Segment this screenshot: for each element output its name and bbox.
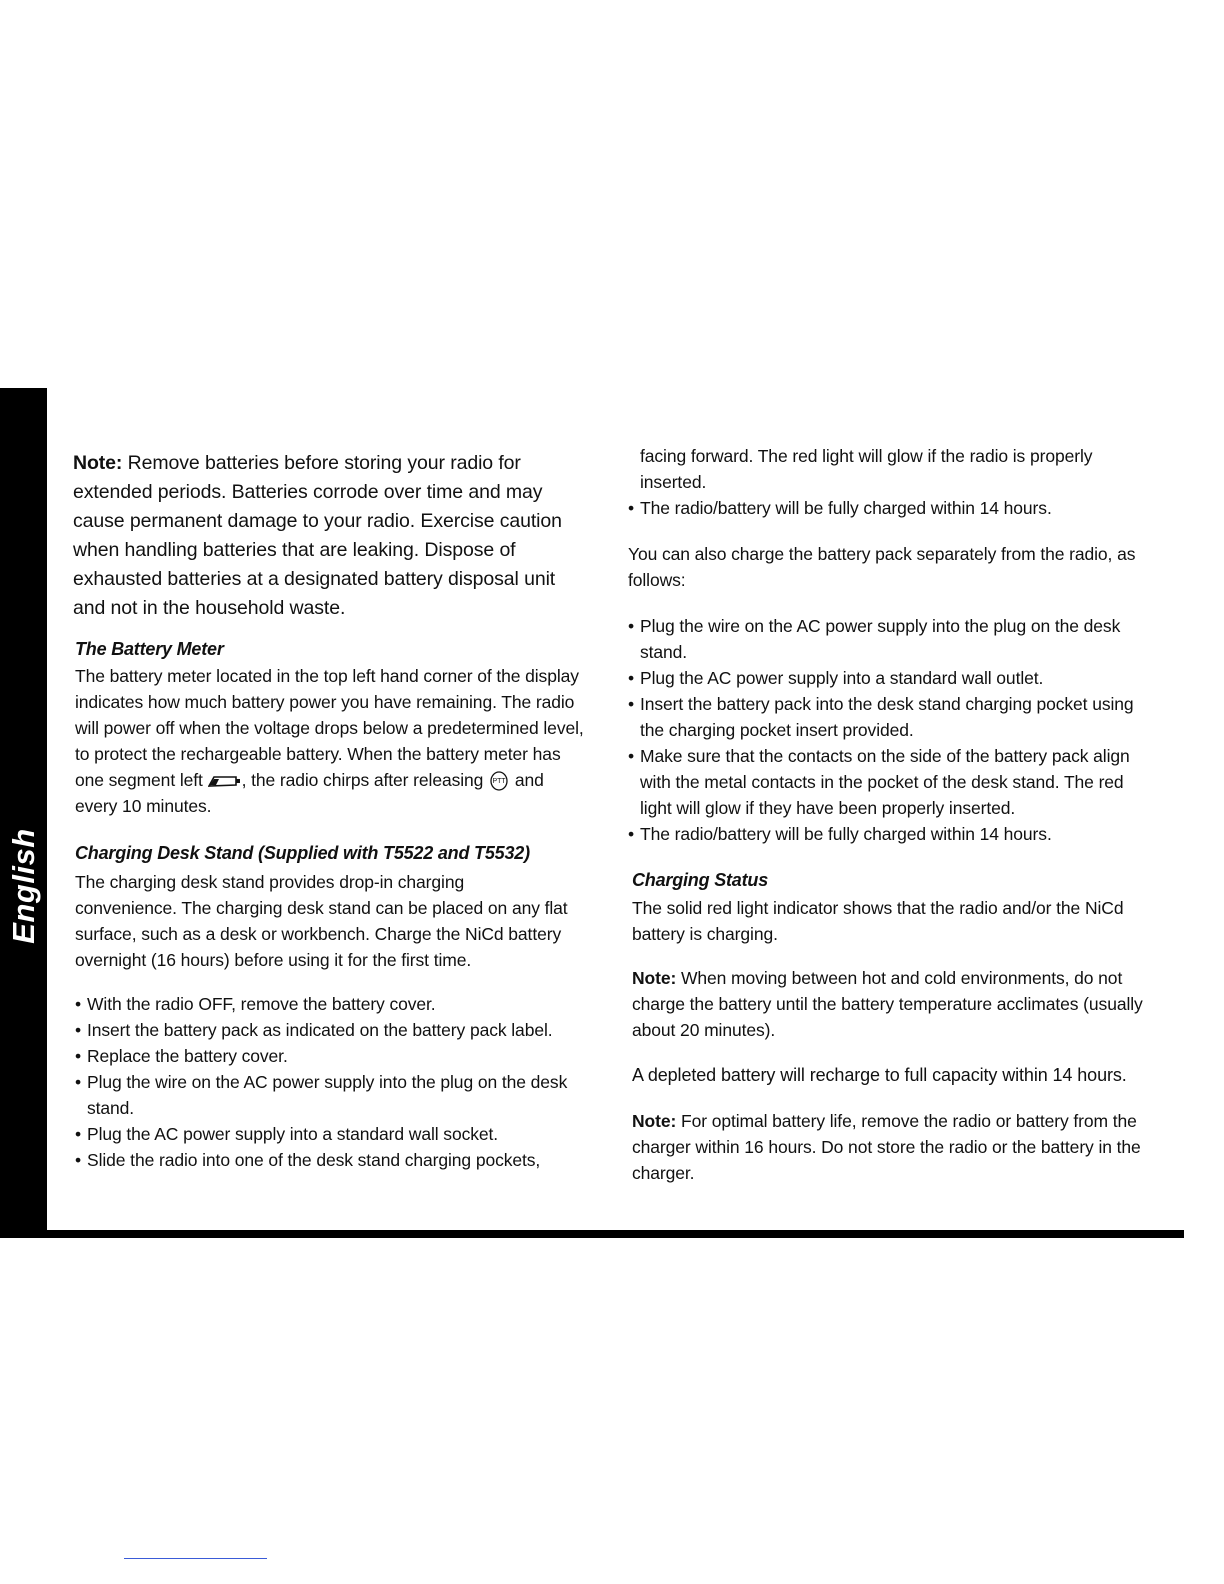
- list-item: • With the radio OFF, remove the battery cover.: [75, 991, 585, 1017]
- list-item: • Insert the battery pack as indicated on the battery pack label.: [75, 1017, 585, 1043]
- battery-meter-heading: The Battery Meter: [75, 639, 224, 659]
- charging-status-heading: Charging Status: [632, 870, 769, 890]
- list-item: • Make sure that the contacts on the side of the battery pack align with the metal contacts in the pocket of the desk stand. The red light will glow if they have been properly inserted.: [628, 743, 1148, 821]
- charging-status-text: The solid red light indicator shows that the radio and/or the NiCd battery is charging.: [632, 898, 1124, 944]
- list-item: • Plug the wire on the AC power supply into the plug on the desk stand.: [75, 1069, 585, 1121]
- continuation-text: facing forward. The red light will glow if the radio is properly inserted.: [640, 446, 1093, 492]
- note-text: When moving between hot and cold environments, do not charge the battery until the battery temperature acclimates (usually about 20 minutes).: [632, 968, 1143, 1040]
- battery-life-note: [632, 1108, 1152, 1186]
- charged-bullet-list: [628, 495, 1148, 521]
- storage-note: [73, 449, 583, 623]
- battery-meter-text-3: and every 10 minutes.: [75, 770, 544, 817]
- desk-stand-steps: [75, 991, 585, 1173]
- bottom-rule: [47, 1230, 1184, 1238]
- language-side-tab: [0, 388, 47, 1570]
- desk-stand-heading: Charging Desk Stand (Supplied with T5522 and T5532): [75, 843, 530, 863]
- list-item: • Replace the battery cover.: [75, 1043, 585, 1069]
- page-number: 8: [16, 1543, 31, 1570]
- list-item: • Insert the battery pack into the desk stand charging pocket using the charging pocket insert provided.: [628, 691, 1148, 743]
- battery-low-icon: [208, 774, 242, 788]
- ptt-label: PTT: [492, 778, 506, 786]
- list-item: • Plug the AC power supply into a standard wall outlet.: [628, 665, 1148, 691]
- depleted-battery-text: A depleted battery will recharge to full capacity within 14 hours.: [632, 1065, 1127, 1085]
- list-item: • Slide the radio into one of the desk stand charging pockets,: [75, 1147, 585, 1173]
- note-label: Note:: [632, 968, 677, 988]
- battery-meter-text-2: , the radio chirps after releasing: [241, 770, 484, 790]
- battery-meter-paragraph: [75, 663, 590, 819]
- list-item: • The radio/battery will be fully charged within 14 hours.: [628, 821, 1148, 847]
- ptt-button-icon: [488, 769, 510, 793]
- note-label: Note:: [632, 1111, 677, 1131]
- scan-artifact-line: [124, 1558, 267, 1559]
- language-label: English: [6, 828, 41, 944]
- temperature-note: [632, 965, 1157, 1043]
- note-label: Note:: [73, 452, 123, 474]
- separate-charging-text: You can also charge the battery pack separately from the radio, as follows:: [628, 544, 1136, 590]
- list-item: • Plug the AC power supply into a standard wall socket.: [75, 1121, 585, 1147]
- battery-meter-text-1: The battery meter located in the top left hand corner of the display indicates how much battery power you have remaining. The radio will power off when the voltage drops below a predetermined level, to protect the rechargeable battery. When the battery meter has one segment left: [75, 666, 584, 790]
- desk-stand-text: The charging desk stand provides drop-in charging convenience. The charging desk stand can be placed on any flat surface, such as a desk or workbench. Charge the NiCd battery overnight (16 hours) before using it for the first time.: [75, 872, 568, 970]
- note-text: Remove batteries before storing your radio for extended periods. Batteries corrode over time and may cause permanent damage to your radio. Exercise caution when handling batteries that are leaking. Dispose of exhausted batteries at a designated battery disposal unit and not in the household waste.: [73, 452, 562, 619]
- separate-charging-steps: [628, 613, 1148, 847]
- list-item: • Plug the wire on the AC power supply into the plug on the desk stand.: [628, 613, 1148, 665]
- list-item: • The radio/battery will be fully charged within 14 hours.: [628, 495, 1148, 521]
- note-text: For optimal battery life, remove the radio or battery from the charger within 16 hours. Do not store the radio or the battery in the charger.: [632, 1111, 1141, 1183]
